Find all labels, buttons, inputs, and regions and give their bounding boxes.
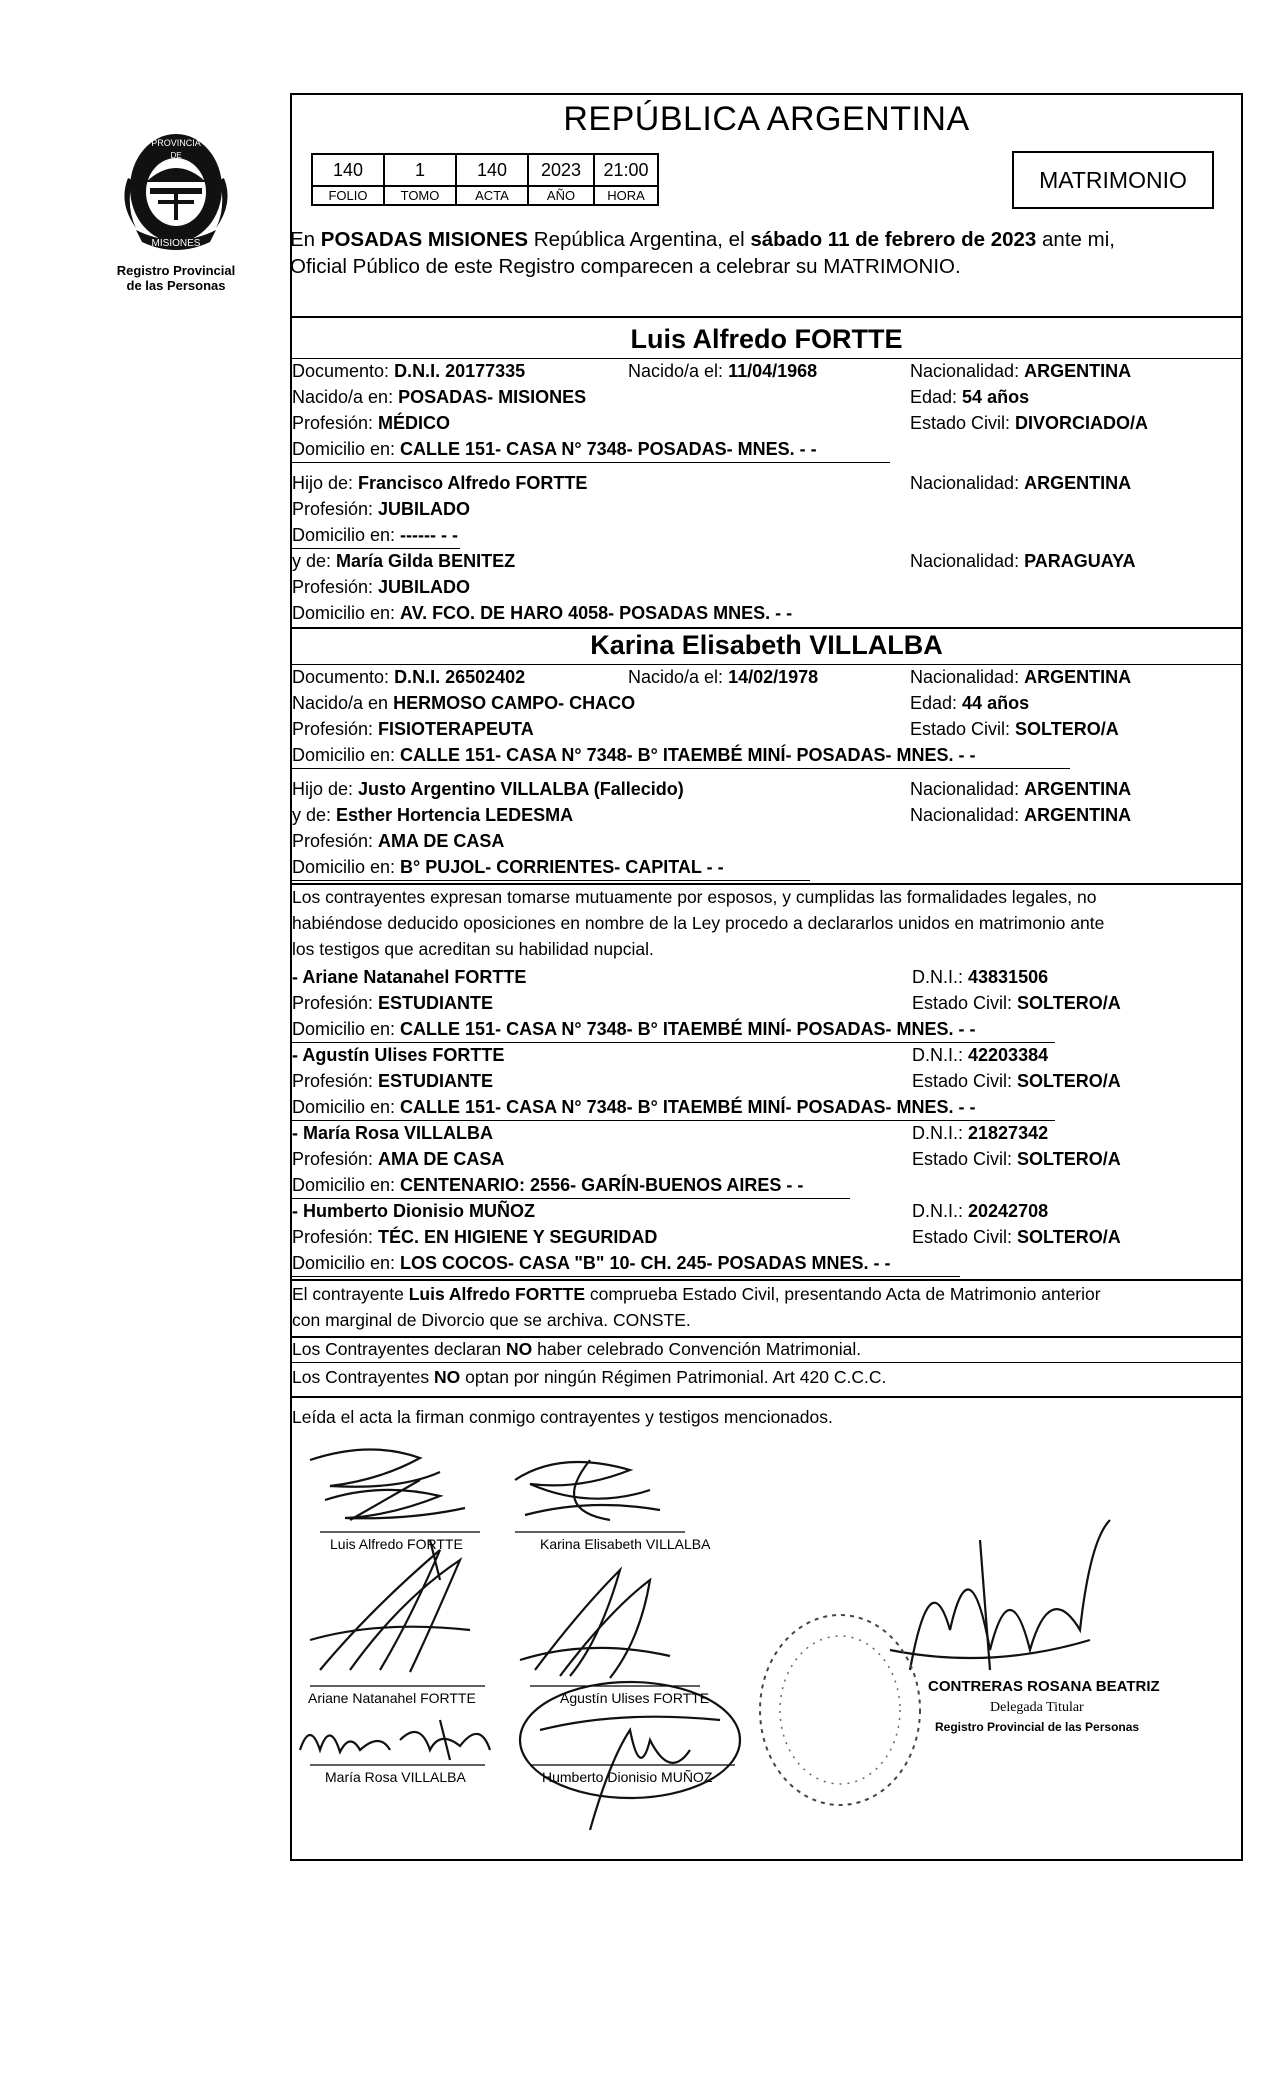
witness-dni: D.N.I.: 20242708 (912, 1201, 1049, 1221)
divorce-note-line-2: con marginal de Divorcio que se archiva. CONSTE. (292, 1310, 691, 1330)
folio-value: 140 (312, 154, 384, 186)
witness-dni: D.N.I.: 21827342 (912, 1123, 1049, 1143)
spouse2-profession: Profesión: FISIOTERAPEUTA (292, 719, 534, 739)
spouse1-address: Domicilio en: CALLE 151- CASA N° 7348- POSADAS- MNES. - - (292, 439, 817, 459)
divider (290, 316, 1243, 318)
signature-caption-6: Humberto Dionisio MUÑOZ (542, 1769, 713, 1785)
divider (290, 1279, 1243, 1281)
svg-text:MISIONES: MISIONES (151, 238, 201, 249)
signature-scribble-5 (300, 1720, 490, 1760)
signature-scribble-2 (515, 1460, 660, 1520)
spouse1-profession: Profesión: MÉDICO (292, 413, 451, 433)
witness-name: - Agustín Ulises FORTTE (292, 1045, 505, 1065)
ano-value: 2023 (528, 154, 594, 186)
hora-value: 21:00 (594, 154, 658, 186)
spouse1-mother-profession: Profesión: JUBILADO (292, 577, 471, 597)
convention-line-1: Los Contrayentes declaran NO haber celebrado Convención Matrimonial. (292, 1339, 862, 1359)
folio-label: FOLIO (312, 186, 384, 205)
divider (290, 1362, 1243, 1363)
provincial-seal-icon (106, 118, 246, 258)
underline (290, 768, 1070, 769)
spouse1-name: Luis Alfredo FORTTE (630, 324, 903, 354)
underline (290, 548, 460, 549)
registry-table (311, 153, 659, 206)
witness-name: - Humberto Dionisio MUÑOZ (292, 1201, 535, 1221)
witness-name: - María Rosa VILLALBA (292, 1123, 494, 1143)
signature-caption-4: Agustín Ulises FORTTE (560, 1690, 710, 1706)
spouse1-age: Edad: 54 años (910, 387, 1030, 407)
witness-address: Domicilio en: CALLE 151- CASA N° 7348- B° ITAEMBÉ MINÍ- POSADAS- MNES. - - (292, 1097, 976, 1117)
spouse1-document: Documento: D.N.I. 20177335 (292, 361, 526, 381)
divider (290, 883, 1243, 885)
spouse2-father: Hijo de: Justo Argentino VILLALBA (Fallecido) (292, 779, 684, 799)
spouse2-civil-status: Estado Civil: SOLTERO/A (910, 719, 1119, 739)
official-name: CONTRERAS ROSANA BEATRIZ (928, 1678, 1160, 1695)
witness-civil-status: Estado Civil: SOLTERO/A (912, 1149, 1121, 1169)
divorce-note-line-1: El contrayente Luis Alfredo FORTTE comprueba Estado Civil, presentando Acta de Matrimonio anterior (292, 1284, 1101, 1304)
spouse2-nationality: Nacionalidad: ARGENTINA (910, 667, 1132, 687)
underline (290, 1042, 1055, 1043)
spouse2-mother-profession: Profesión: AMA DE CASA (292, 831, 505, 851)
witness-name: - Ariane Natanahel FORTTE (292, 967, 527, 987)
convention-line-2: Los Contrayentes NO optan por ningún Régimen Patrimonial. Art 420 C.C.C. (292, 1367, 887, 1387)
spouse2-address: Domicilio en: CALLE 151- CASA N° 7348- B° ITAEMBÉ MINÍ- POSADAS- MNES. - - (292, 745, 976, 765)
spouse2-mother-address: Domicilio en: B° PUJOL- CORRIENTES- CAPITAL - - (292, 857, 724, 877)
spouse2-birthplace: Nacido/a en HERMOSO CAMPO- CHACO (292, 693, 636, 713)
official-registry: Registro Provincial de las Personas (935, 1720, 1140, 1734)
underline (290, 462, 890, 463)
divider (290, 664, 1243, 665)
intro-date: sábado 11 de febrero de 2023 (750, 228, 1037, 251)
witness-profession: Profesión: ESTUDIANTE (292, 993, 494, 1013)
spouse1-nationality: Nacionalidad: ARGENTINA (910, 361, 1132, 381)
witness-address: Domicilio en: LOS COCOS- CASA "B" 10- CH. 245- POSADAS MNES. - - (292, 1253, 891, 1273)
svg-text:PROVINCIA: PROVINCIA (151, 138, 201, 148)
tomo-value: 1 (384, 154, 456, 186)
acta-value: 140 (456, 154, 528, 186)
witness-civil-status: Estado Civil: SOLTERO/A (912, 1071, 1121, 1091)
official-title: Delegada Titular (990, 1700, 1084, 1715)
spouse2-name: Karina Elisabeth VILLALBA (590, 630, 943, 660)
declaration-line-3: los testigos que acreditan su habilidad nupcial. (292, 939, 654, 959)
doc-type-box: MATRIMONIO (1012, 151, 1214, 209)
spouse2-age: Edad: 44 años (910, 693, 1030, 713)
svg-text:DE: DE (170, 151, 182, 160)
spouse1-civil-status: Estado Civil: DIVORCIADO/A (910, 413, 1149, 433)
hora-label: HORA (594, 186, 658, 205)
spouse1-birthplace: Nacido/a en: POSADAS- MISIONES (292, 387, 587, 407)
signature-scribble-4 (520, 1570, 670, 1678)
signature-scribble-3 (310, 1540, 470, 1672)
witness-profession: Profesión: AMA DE CASA (292, 1149, 505, 1169)
logo-caption-line-2: de las Personas (126, 278, 226, 293)
spouse1-father-address: Domicilio en: ------ - - (292, 525, 459, 545)
signature-caption-2: Karina Elisabeth VILLALBA (540, 1536, 711, 1552)
signature-caption-1: Luis Alfredo FORTTE (330, 1536, 463, 1552)
spouse2-mother-nationality: Nacionalidad: ARGENTINA (910, 805, 1132, 825)
spouse1-mother-address: Domicilio en: AV. FCO. DE HARO 4058- POSADAS MNES. - - (292, 603, 793, 623)
spouse1-father-nationality: Nacionalidad: ARGENTINA (910, 473, 1132, 493)
witness-civil-status: Estado Civil: SOLTERO/A (912, 993, 1121, 1013)
witness-address: Domicilio en: CALLE 151- CASA N° 7348- B° ITAEMBÉ MINÍ- POSADAS- MNES. - - (292, 1019, 976, 1039)
witness-address: Domicilio en: CENTENARIO: 2556- GARÍN-BUENOS AIRES - - (292, 1175, 804, 1195)
divider (290, 627, 1243, 629)
spouse2-mother: y de: Esther Hortencia LEDESMA (292, 805, 574, 825)
round-seal-icon (745, 1600, 935, 1820)
ano-label: AÑO (528, 186, 594, 205)
signature-scribble-1 (310, 1449, 465, 1520)
spouse1-father-profession: Profesión: JUBILADO (292, 499, 471, 519)
spouse2-document: Documento: D.N.I. 26502402 (292, 667, 526, 687)
underline (290, 1198, 850, 1199)
intro-paragraph: En POSADAS MISIONES República Argentina, el sábado 11 de febrero de 2023 ante mi, Oficial Público de este Registro comparecen a celebrar su MATRIMONIO. (290, 228, 1115, 278)
intro-place: POSADAS MISIONES (320, 228, 529, 251)
witness-civil-status: Estado Civil: SOLTERO/A (912, 1227, 1121, 1247)
underline (290, 880, 810, 881)
spouse1-mother-nationality: Nacionalidad: PARAGUAYA (910, 551, 1136, 571)
witness-profession: Profesión: ESTUDIANTE (292, 1071, 494, 1091)
witness-dni: D.N.I.: 42203384 (912, 1045, 1049, 1065)
signature-caption-3: Ariane Natanahel FORTTE (308, 1690, 476, 1706)
underline (290, 1120, 1055, 1121)
spouse1-mother: y de: María Gilda BENITEZ (292, 551, 516, 571)
spouse2-born: Nacido/a el: 14/02/1978 (628, 667, 819, 687)
declaration-line-1: Los contrayentes expresan tomarse mutuamente por esposos, y cumplidas las formalidades legales, no (292, 887, 1097, 907)
spouse1-father: Hijo de: Francisco Alfredo FORTTE (292, 473, 588, 493)
witness-dni: D.N.I.: 43831506 (912, 967, 1049, 987)
logo-caption-line-1: Registro Provincial (116, 263, 236, 278)
tomo-label: TOMO (384, 186, 456, 205)
declaration-line-2: habiéndose deducido oposiciones en nombre de la Ley procedo a declararlos unidos en matrimonio ante (292, 913, 1105, 933)
signature-caption-5: María Rosa VILLALBA (325, 1769, 466, 1785)
registry-logo (106, 118, 246, 293)
page-title: REPÚBLICA ARGENTINA (563, 100, 970, 138)
spouse2-father-nationality: Nacionalidad: ARGENTINA (910, 779, 1132, 799)
acta-label: ACTA (456, 186, 528, 205)
witness-profession: Profesión: TÉC. EN HIGIENE Y SEGURIDAD (292, 1227, 658, 1247)
underline (290, 1276, 960, 1277)
closing-text: Leída el acta la firman conmigo contrayentes y testigos mencionados. (292, 1407, 833, 1427)
spouse1-born: Nacido/a el: 11/04/1968 (628, 361, 818, 381)
divider (290, 1396, 1243, 1398)
divider (290, 358, 1243, 359)
